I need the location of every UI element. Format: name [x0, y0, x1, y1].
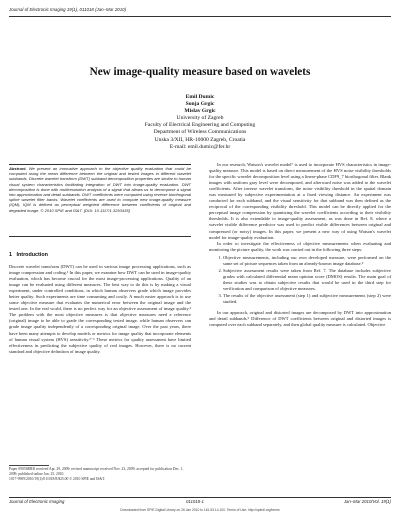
list-item: 3. The results of the objective assessment (step 1) and subjective measurements (step 2) were studied. [223, 293, 391, 305]
author-name: Sonja Grgic [185, 101, 215, 108]
author-block [0, 94, 400, 151]
body-paragraph: In order to investigate the effectiveness of objective measurements when evaluating and monitoring the picture quality, the work was carried out in the following three steps: [209, 240, 391, 252]
footnote-rule [9, 465, 49, 466]
running-header: Journal of Electronic Imaging 19(1), 011018 (Jan–Mar 2010) [9, 7, 127, 12]
affiliation-line: Unska 3/XII, HR-10000 Zagreb, Croatia [154, 136, 246, 143]
list-item: 2. Subjective assessment results were taken from Ref. 7. The database includes subjective grades with calculated differential mean opinion score (DMOS) results. The main goal of these studies was to obtain subjective results that would be used in the third step for verification and comparison of objective measures. [223, 268, 391, 292]
footer-page-id: 011018-1 [186, 499, 204, 504]
footer-issue: Jan–Mar 2010/Vol. 19(1) [343, 499, 391, 504]
abstract-lead: Abstract. [9, 166, 27, 171]
body-paragraph: In our research, Watson's wavelet model⁷ is used to incorporate HVS characteristics in image-quality measure. This model is based on direct measurement of the HVS noise visibility thresholds for the specific wavelet decomposition level using a linear-phase CDF9_7 biorthogonal filter. Blank images with uniform gray level were decomposed, and afterward noise was added to the wavelet coefficients. After inverse wavelet transform, the noise visibility threshold in the spatial domain was measured by subjective experimentation at a fixed viewing distance. An experiment was conducted for each subband, and the visual sensitivity for that subband was then defined as the reciprocal of the corresponding visibility threshold. This model can be directly applied for the perceptual image compression by quantizing the wavelet coefficients according to their visibility thresholds. It is also extendable to image-quality assessment, as was done in Ref. 8, where a wavelet visible difference predictor was used to predict visible differences between original and compressed (or noisy) images. In this paper, we present a new way of using Watson's wavelet model for image-quality evaluation. [209, 162, 391, 240]
abstract [9, 166, 191, 213]
footnote [9, 467, 191, 482]
section-number: 1 [9, 252, 12, 258]
footer-rule [9, 497, 391, 498]
author-name: Mislav Grgic [184, 108, 216, 115]
paper-title: New image-quality measure based on wavelets [89, 66, 311, 78]
affiliation-line: Faculty of Electrical Engineering and Computing [144, 122, 256, 129]
abstract-bottom-rule [9, 236, 191, 237]
footer-journal: Journal of Electronic Imaging [9, 499, 65, 504]
list-item: 1. Objective measurements, including our own developed measure, were performed on the same set of picture sequences taken from an already-known image database.⁹ [223, 255, 391, 267]
email-line: E-mail: emil.dumic@fer.hr [169, 143, 231, 150]
abstract-text: We present an innovative approach to the objective quality evaluation that could be computed using the mean difference between the original and tested images in different wavelet subbands. Discrete wavelet transform (DWT) subband decomposition properties are similar to human visual system characteristics facilitating integration of DWT into image-quality evaluation. DWT decomposition is done with multiresolution analysis of a signal that allows us to decompose a signal into approximation and detail subbands. DWT coefficients were computed using reverse biorthogonal spline wavelet filter banks. Wavelet coefficients are used to compute new image-quality measure (IQM), IQM is defined as perceptual weighted difference between coefficients of original and degraded image. © 2010 SPIE and IS&T. [DOI: 10.1117/1.3293435] [9, 166, 191, 213]
steps-list [209, 255, 391, 305]
footnote-received: Paper 09056RRR received Apr. 29, 2009; revised manuscript received Nov. 23, 2009; accepted for publication Dec. 1, 2009; published online Jan. 25, 2010. [9, 467, 184, 476]
footnote-copyright: 1017-9909/2010/19(1)/011018/8/$25.00 © 2010 SPIE and IS&T. [9, 477, 106, 482]
download-notice: Downloaded from SPIE Digital Library on 26 Jan 2010 to 161.53.14.100. Terms of Use: http://spiedl.org/terms [120, 508, 280, 512]
left-column [9, 264, 191, 355]
abstract-top-rule [9, 164, 191, 165]
affiliation-line: Department of Wireless Communications [153, 129, 247, 136]
body-paragraph: Discrete wavelet transform (DWT) can be used in various image processing applications, such as image compression and coding.¹ In this paper, we examine how DWT can be used in image-quality evaluation, which has become crucial for the most image-processing applications. Quality of an image can be evaluated using different measures. The best way to do this is by making a visual experiment, under controlled conditions, in which human observers grade which image provides better quality. Such experiments are time consuming and costly. A much easier approach is to use some objective measure that evaluates the numerical error between the original image and the tested one. In the real world, there is no perfect way for an objective assessment of image quality.² The problem with the most objective measures is that objective measures need a reference (original) image to be able to grade the corresponding tested image, while human observers can grade image quality independently of a corresponding original image. Over the past years, there have been many attempts to develop models or metrics for image quality that incorporate elements of human visual system (HVS) sensitivity.³⁻⁶ These metrics for quality assessment have limited effectiveness in predicting the subjective quality of real images. However, there is no current standard and objective definition of image quality. [9, 264, 191, 354]
author-name: Emil Dumic [185, 94, 215, 100]
body-paragraph: In our approach, original and distorted images are decomposed by DWT into approximation and detail subbands.⁹ Difference of DWT coefficients between original and distorted images is computed over each subband separately, and then global quality measure is calculated. Objective [209, 310, 391, 328]
section-title: Introduction [16, 252, 48, 258]
section-heading [9, 252, 48, 258]
header-rule [9, 16, 391, 17]
affiliation-line: University of Zagreb [176, 115, 224, 122]
right-column [209, 162, 391, 328]
